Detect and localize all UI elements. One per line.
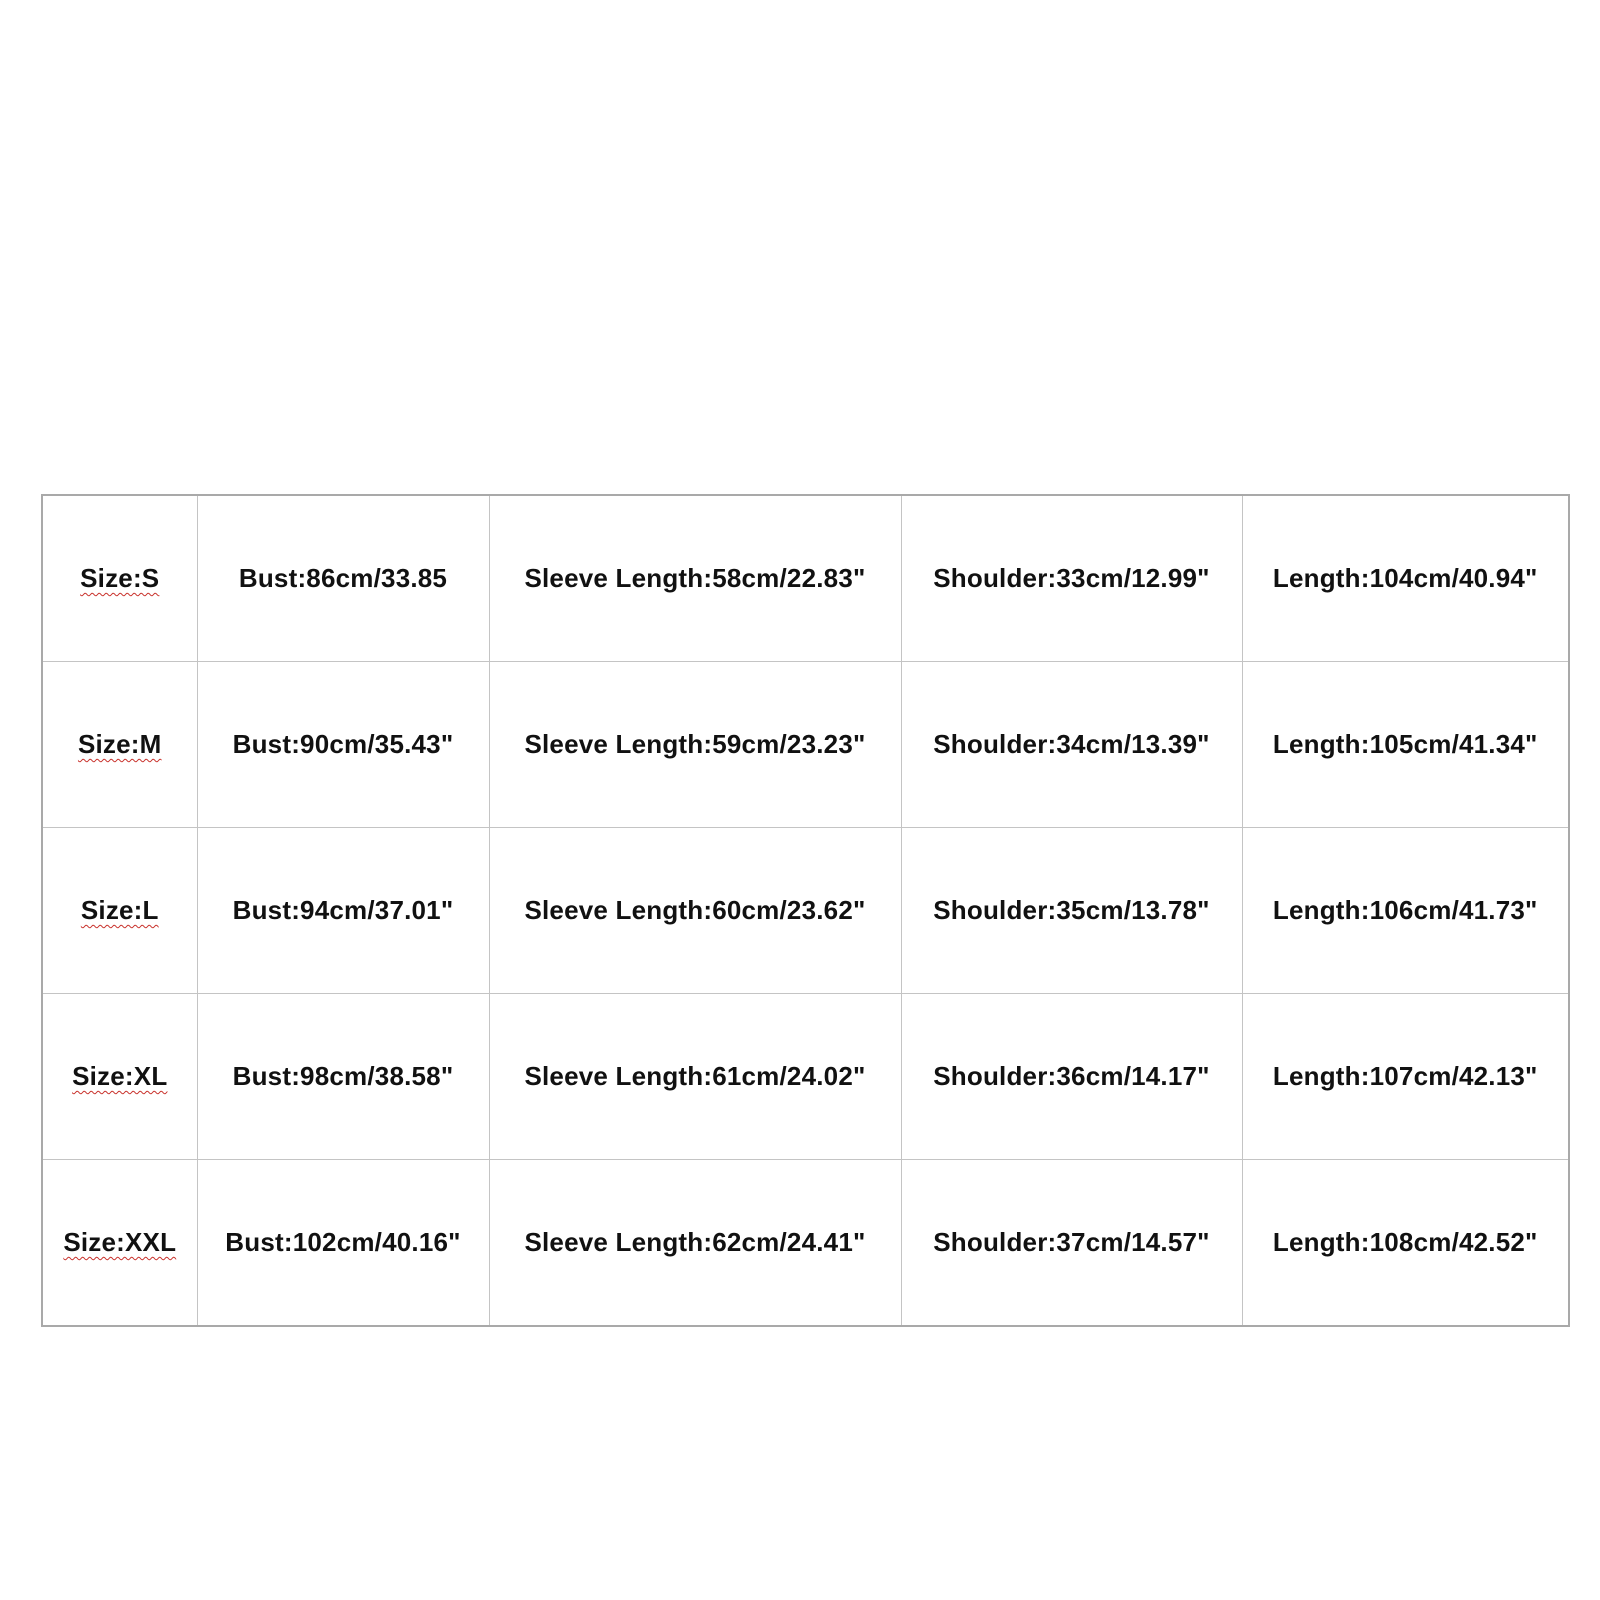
- length-cell: Length:104cm/40.94": [1242, 495, 1569, 662]
- bust-cell: Bust:90cm/35.43": [197, 662, 489, 828]
- sleeve-length-cell: Sleeve Length:61cm/24.02": [489, 994, 901, 1160]
- length-cell: Length:106cm/41.73": [1242, 828, 1569, 994]
- size-row-s: [42, 495, 1569, 662]
- length-cell: Length:108cm/42.52": [1242, 1160, 1569, 1327]
- bust-cell: Bust:86cm/33.85: [197, 495, 489, 662]
- shoulder-cell: Shoulder:33cm/12.99": [901, 495, 1242, 662]
- size-label: Size:S: [80, 563, 160, 593]
- size-label: Size:M: [77, 729, 162, 759]
- size-row-l: [42, 828, 1569, 994]
- shoulder-cell: Shoulder:34cm/13.39": [901, 662, 1242, 828]
- bust-cell: Bust:98cm/38.58": [197, 994, 489, 1160]
- size-label: Size:XXL: [63, 1227, 177, 1257]
- sleeve-length-cell: Sleeve Length:58cm/22.83": [489, 495, 901, 662]
- size-cell: [42, 994, 197, 1160]
- bust-cell: Bust:94cm/37.01": [197, 828, 489, 994]
- length-cell: Length:105cm/41.34": [1242, 662, 1569, 828]
- size-chart-table: [41, 494, 1570, 1327]
- size-cell: [42, 1160, 197, 1327]
- size-cell: [42, 662, 197, 828]
- length-cell: Length:107cm/42.13": [1242, 994, 1569, 1160]
- size-label: Size:L: [80, 895, 159, 925]
- bust-cell: Bust:102cm/40.16": [197, 1160, 489, 1327]
- sleeve-length-cell: Sleeve Length:62cm/24.41": [489, 1160, 901, 1327]
- sleeve-length-cell: Sleeve Length:60cm/23.62": [489, 828, 901, 994]
- size-row-xxl: [42, 1160, 1569, 1327]
- size-cell: [42, 495, 197, 662]
- size-cell: [42, 828, 197, 994]
- shoulder-cell: Shoulder:36cm/14.17": [901, 994, 1242, 1160]
- sleeve-length-cell: Sleeve Length:59cm/23.23": [489, 662, 901, 828]
- size-row-xl: [42, 994, 1569, 1160]
- size-label: Size:XL: [72, 1061, 168, 1091]
- size-row-m: [42, 662, 1569, 828]
- shoulder-cell: Shoulder:35cm/13.78": [901, 828, 1242, 994]
- shoulder-cell: Shoulder:37cm/14.57": [901, 1160, 1242, 1327]
